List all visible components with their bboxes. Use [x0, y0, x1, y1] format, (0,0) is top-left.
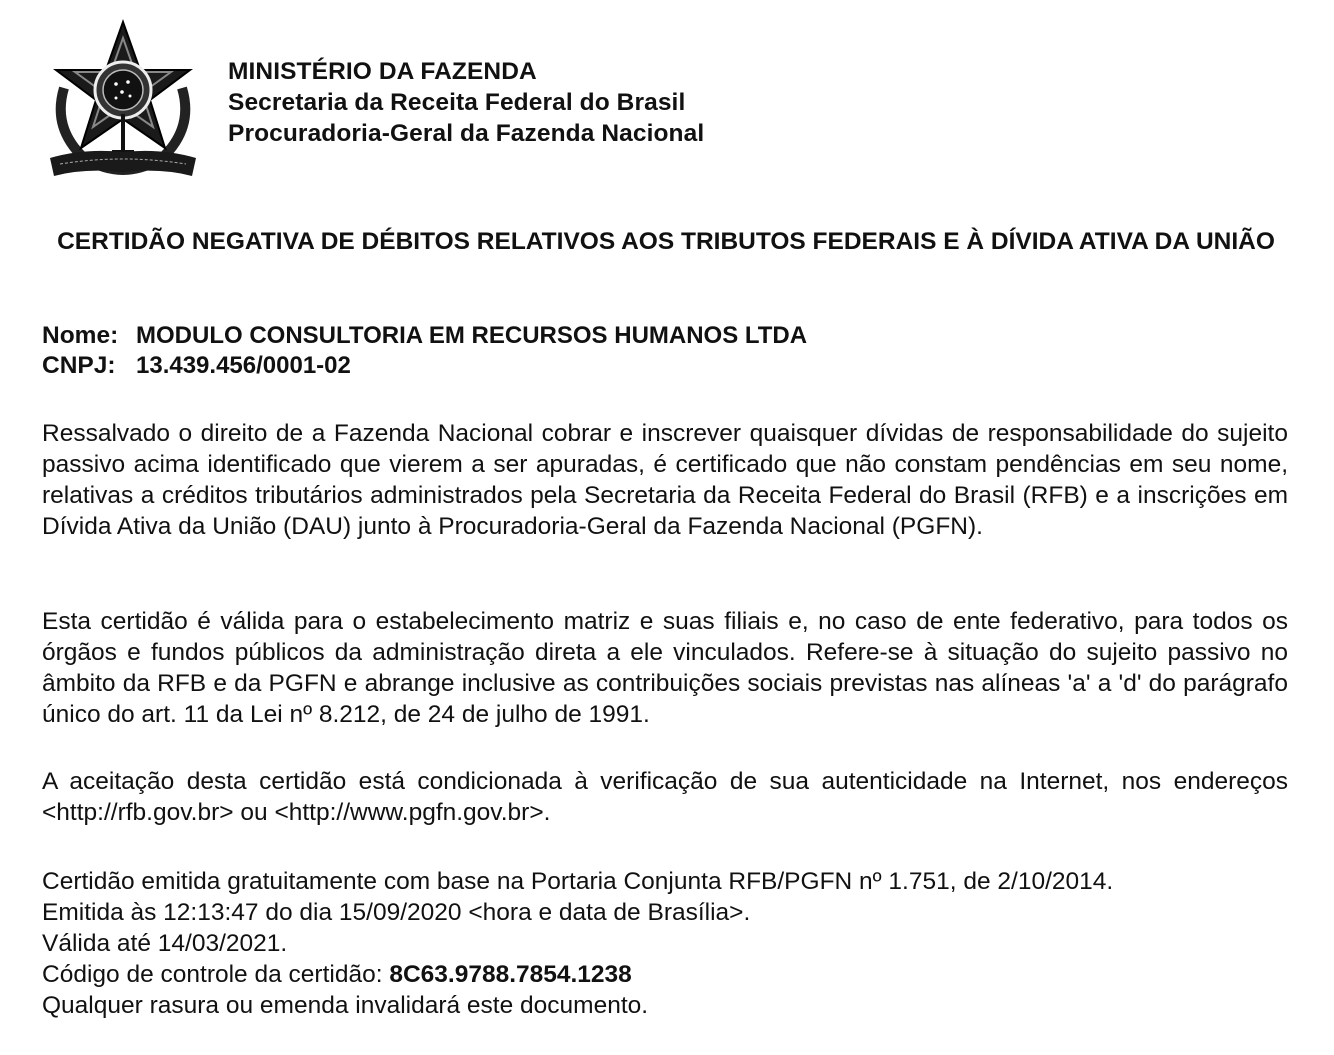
cnpj-row [42, 352, 807, 382]
paragraph-authenticity: A aceitação desta certidão está condicionada à verificação de sua autenticidade na Internet, nos endereços <http://rfb.gov.br> ou <http://www.pgfn.gov.br>. [42, 768, 1288, 826]
name-label: Nome: [42, 322, 119, 349]
document-header [228, 56, 704, 149]
certificate-title: CERTIDÃO NEGATIVA DE DÉBITOS RELATIVOS AOS TRIBUTOS FEDERAIS E À DÍVIDA ATIVA DA UNIÃO [57, 228, 1275, 255]
ministry-name: MINISTÉRIO DA FAZENDA [228, 58, 537, 85]
name-value: MODULO CONSULTORIA EM RECURSOS HUMANOS LTDA [136, 322, 808, 349]
paragraph-validity-scope: Esta certidão é válida para o estabelecimento matriz e suas filiais e, no caso de ente federativo, para todos os órgãos e fundos públicos da administração direta a ele vinculados. Refere-se à situação do sujeito passivo no âmbito da RFB e da PGFN e abrange inclusive as contribuições sociais previstas nas alíneas 'a' a 'd' do parágrafo único do art. 11 da Lei nº 8.212, de 24 de julho de 1991. [42, 608, 1288, 728]
attorney-office-name: Procuradoria-Geral da Fazenda Nacional [228, 120, 705, 147]
control-code-line [42, 959, 1113, 990]
paragraph-clearance: Ressalvado o direito de a Fazenda Nacional cobrar e inscrever quaisquer dívidas de responsabilidade do sujeito passivo acima identificado que vierem a ser apuradas, é certificado que não constam pendências em seu nome, relativas a créditos tributários administrados pela Secretaria da Receita Federal do Brasil (RFB) e a inscrições em Dívida Ativa da União (DAU) junto à Procuradoria-Geral da Fazenda Nacional (PGFN). [42, 420, 1288, 540]
party-identification [42, 322, 807, 382]
cnpj-label: CNPJ: [42, 352, 116, 379]
issue-timestamp: Emitida às 12:13:47 do dia 15/09/2020 <hora e data de Brasília>. [42, 899, 751, 926]
name-row [42, 322, 807, 352]
cnpj-value: 13.439.456/0001-02 [136, 352, 351, 379]
legal-basis: Certidão emitida gratuitamente com base na Portaria Conjunta RFB/PGFN nº 1.751, de 2/10/2014. [42, 868, 1114, 895]
valid-until: Válida até 14/03/2021. [42, 930, 288, 957]
control-code-label: Código de controle da certidão: [42, 961, 390, 988]
brazil-coat-of-arms-icon [44, 18, 202, 184]
certificate-footer [42, 866, 1113, 1021]
tamper-warning: Qualquer rasura ou emenda invalidará este documento. [42, 992, 649, 1019]
control-code-value: 8C63.9788.7854.1238 [389, 961, 632, 988]
secretariat-name: Secretaria da Receita Federal do Brasil [228, 89, 686, 116]
